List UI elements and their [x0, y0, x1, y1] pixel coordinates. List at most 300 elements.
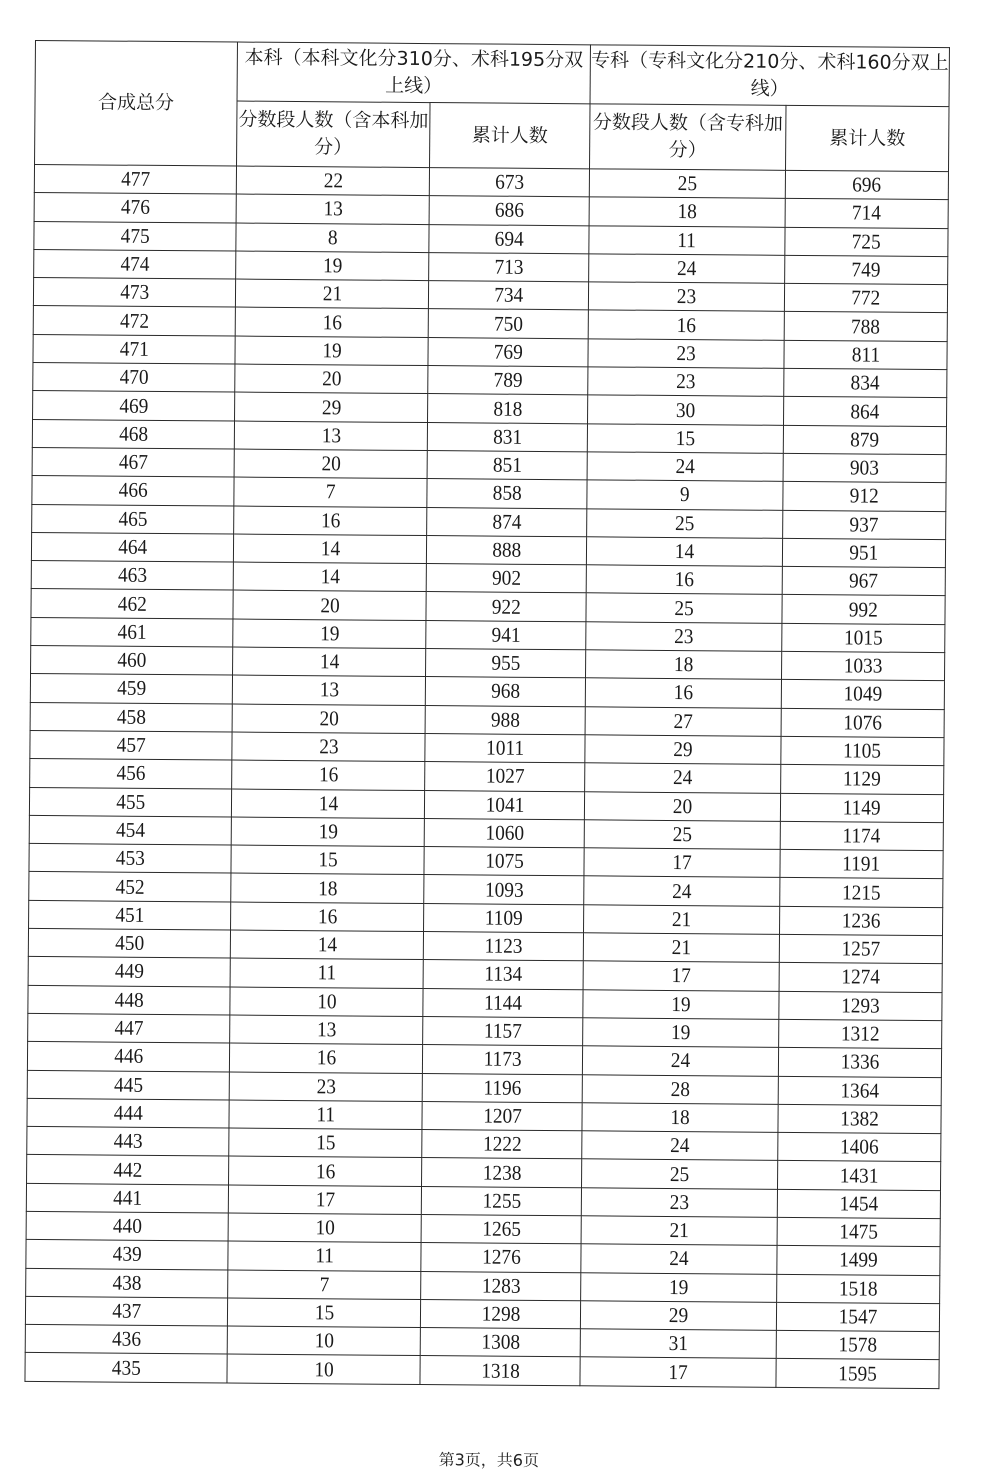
cell-value: 1196 [483, 1075, 522, 1100]
cell-value: 1123 [484, 933, 523, 958]
cell-college-cumulative [782, 567, 945, 597]
cell-value: 9 [680, 482, 690, 507]
cell-value: 951 [849, 540, 879, 565]
cell-total-score [25, 1325, 227, 1355]
cell-college-count [582, 1046, 778, 1076]
cell-college-cumulative [781, 680, 944, 710]
cell-value: 24 [669, 1246, 689, 1271]
cell-college-cumulative [785, 227, 948, 257]
cell-total-score [32, 504, 234, 534]
cell-value: 15 [317, 847, 338, 872]
cell-total-score [30, 702, 232, 732]
cell-value: 1157 [483, 1018, 522, 1043]
cell-college-count [585, 735, 781, 765]
cell-college-cumulative [783, 453, 946, 483]
cell-undergrad-count [233, 647, 426, 677]
cell-undergrad-count [227, 1326, 420, 1356]
cell-value: 29 [668, 1302, 689, 1328]
cell-value: 19 [321, 338, 342, 363]
cell-value: 463 [117, 562, 147, 588]
cell-college-count [580, 1301, 776, 1331]
cell-value: 902 [491, 565, 521, 591]
cell-total-score [31, 645, 233, 675]
cell-value: 438 [112, 1270, 142, 1295]
cell-undergrad-cumulative [422, 1045, 582, 1075]
cell-total-score [29, 787, 231, 817]
cell-value: 1015 [843, 625, 883, 650]
cell-total-score [32, 476, 234, 506]
cell-value: 25 [677, 171, 698, 196]
cell-college-cumulative [778, 1104, 941, 1134]
cell-value: 14 [674, 539, 695, 564]
cell-value: 1312 [840, 1021, 880, 1046]
cell-college-count [584, 905, 780, 935]
cell-undergrad-count [229, 1128, 422, 1158]
cell-college-cumulative [778, 1132, 941, 1162]
cell-value: 14 [318, 790, 338, 816]
cell-value: 1265 [481, 1216, 521, 1241]
cell-value: 879 [850, 427, 880, 452]
cell-value: 1129 [843, 766, 882, 792]
cell-value: 851 [492, 452, 522, 477]
cell-value: 811 [851, 342, 880, 367]
cell-total-score [34, 164, 236, 194]
cell-value: 30 [675, 397, 696, 422]
cell-undergrad-cumulative [426, 649, 586, 679]
cell-college-cumulative [785, 199, 948, 229]
cell-college-cumulative [781, 736, 944, 766]
cell-college-cumulative [784, 340, 947, 370]
cell-value: 1049 [843, 681, 883, 707]
cell-college-cumulative [778, 1048, 941, 1078]
cell-value: 1207 [482, 1103, 522, 1128]
cell-value: 465 [118, 506, 148, 531]
cell-value: 11 [677, 227, 697, 252]
cell-value: 1336 [840, 1049, 880, 1074]
cell-undergrad-cumulative [422, 1130, 582, 1160]
cell-total-score [31, 532, 233, 562]
cell-value: 16 [676, 312, 697, 337]
cell-value: 450 [114, 930, 144, 955]
cell-value: 1191 [842, 851, 881, 876]
cell-value: 1255 [481, 1188, 521, 1213]
cell-college-count [588, 310, 784, 340]
cell-value: 834 [850, 370, 880, 395]
cell-value: 955 [491, 650, 521, 675]
cell-value: 473 [119, 279, 150, 305]
cell-college-cumulative [776, 1330, 939, 1360]
cell-college-count [582, 1074, 778, 1104]
cell-value: 20 [318, 705, 339, 731]
cell-value: 469 [119, 393, 149, 418]
cell-college-cumulative [780, 793, 943, 823]
cell-undergrad-cumulative [422, 1158, 582, 1188]
cell-value: 17 [671, 963, 691, 988]
page-indicator: 第3页，共6页 [438, 1450, 540, 1470]
cell-value: 1578 [838, 1332, 878, 1357]
cell-undergrad-cumulative [427, 451, 587, 481]
cell-value: 462 [117, 591, 147, 616]
cell-college-count [588, 282, 784, 312]
cell-total-score [34, 193, 236, 223]
cell-value: 464 [117, 534, 148, 559]
cell-value: 788 [851, 314, 881, 339]
cell-value: 466 [118, 478, 148, 503]
cell-value: 16 [315, 1158, 335, 1183]
cell-undergrad-cumulative [420, 1356, 580, 1386]
cell-college-count [583, 961, 779, 991]
cell-college-count [586, 537, 782, 567]
cell-value: 1134 [484, 961, 523, 987]
cell-undergrad-cumulative [429, 196, 589, 226]
cell-value: 23 [676, 284, 697, 309]
cell-value: 28 [670, 1076, 691, 1101]
cell-value: 992 [848, 596, 879, 622]
cell-value: 1149 [842, 795, 882, 820]
cell-value: 458 [116, 704, 146, 729]
cell-value: 922 [491, 594, 521, 619]
cell-college-count [581, 1187, 777, 1217]
cell-undergrad-count [234, 477, 427, 507]
cell-undergrad-cumulative [425, 733, 585, 763]
cell-undergrad-count [235, 392, 428, 422]
cell-undergrad-count [228, 1241, 421, 1271]
cell-undergrad-count [230, 1015, 423, 1045]
cell-value: 17 [672, 850, 692, 875]
cell-value: 451 [115, 902, 145, 927]
cell-undergrad-cumulative [427, 422, 587, 452]
cell-undergrad-count [230, 987, 423, 1017]
cell-value: 11 [315, 1243, 334, 1268]
cell-college-count [586, 593, 782, 623]
cell-undergrad-cumulative [424, 847, 584, 877]
cell-undergrad-cumulative [422, 1073, 582, 1103]
cell-value: 16 [320, 507, 340, 533]
cell-total-score [33, 278, 235, 308]
cell-value: 818 [493, 396, 523, 421]
cell-value: 23 [676, 369, 696, 394]
cell-college-count [584, 820, 780, 850]
cell-value: 477 [120, 166, 150, 192]
cell-value: 10 [314, 1328, 334, 1353]
cell-value: 1105 [843, 738, 882, 763]
cell-college-cumulative [782, 623, 945, 653]
cell-value: 436 [111, 1326, 141, 1352]
cell-value: 673 [494, 169, 524, 194]
cell-value: 475 [120, 223, 150, 248]
cell-value: 831 [492, 424, 522, 449]
cell-value: 25 [669, 1161, 690, 1186]
cell-undergrad-cumulative [427, 479, 587, 509]
cell-college-count [585, 706, 781, 736]
cell-college-cumulative [784, 368, 947, 398]
cell-undergrad-count [231, 817, 424, 847]
cell-total-score [25, 1353, 227, 1383]
cell-value: 1276 [481, 1244, 521, 1270]
cell-college-count [589, 254, 785, 284]
cell-value: 15 [675, 425, 696, 450]
cell-undergrad-count [236, 223, 429, 253]
cell-undergrad-cumulative [423, 932, 583, 962]
cell-college-cumulative [782, 595, 945, 625]
cell-value: 988 [490, 707, 520, 732]
cell-undergrad-count [233, 590, 426, 620]
cell-value: 734 [493, 282, 524, 308]
cell-value: 27 [673, 708, 693, 733]
cell-value: 1060 [484, 820, 524, 845]
cell-undergrad-cumulative [428, 394, 588, 424]
cell-value: 440 [112, 1213, 142, 1238]
cell-total-score [30, 759, 232, 789]
cell-value: 457 [116, 732, 146, 757]
cell-value: 20 [321, 366, 342, 391]
cell-total-score [30, 674, 232, 704]
cell-value: 14 [319, 649, 339, 674]
cell-value: 11 [316, 1102, 335, 1127]
cell-value: 447 [114, 1015, 144, 1040]
cell-value: 19 [322, 253, 342, 278]
cell-value: 1454 [839, 1191, 879, 1216]
cell-value: 16 [674, 567, 695, 592]
cell-value: 696 [852, 172, 882, 197]
cell-undergrad-cumulative [426, 564, 586, 594]
cell-value: 1011 [485, 735, 525, 760]
cell-college-cumulative [776, 1302, 939, 1332]
cell-value: 1222 [482, 1131, 522, 1157]
cell-value: 14 [320, 564, 340, 589]
cell-value: 967 [849, 568, 879, 593]
cell-total-score [33, 363, 235, 393]
cell-undergrad-cumulative [421, 1186, 581, 1216]
cell-total-score [30, 730, 232, 760]
cell-value: 20 [319, 592, 340, 617]
cell-college-cumulative [777, 1274, 940, 1304]
cell-value: 19 [668, 1274, 689, 1299]
cell-total-score [29, 844, 231, 874]
cell-undergrad-count [231, 845, 424, 875]
cell-value: 912 [849, 483, 880, 509]
cell-value: 1174 [842, 823, 881, 848]
cell-undergrad-cumulative [423, 988, 583, 1018]
cell-undergrad-count [232, 732, 425, 762]
cell-undergrad-count [229, 1043, 422, 1073]
cell-value: 441 [112, 1185, 142, 1210]
cell-value: 24 [672, 765, 693, 790]
cell-value: 448 [114, 987, 144, 1012]
cell-college-count [587, 480, 783, 510]
cell-value: 24 [675, 454, 695, 479]
cell-value: 23 [318, 734, 339, 759]
cell-value: 14 [320, 536, 340, 561]
cell-value: 25 [674, 595, 694, 620]
cell-undergrad-count [235, 279, 428, 309]
cell-college-cumulative [779, 963, 942, 993]
cell-total-score [29, 900, 231, 930]
cell-college-cumulative [781, 765, 944, 795]
cell-value: 471 [119, 336, 149, 361]
cell-undergrad-count [227, 1298, 420, 1328]
cell-undergrad-count [236, 194, 429, 224]
cell-college-cumulative [784, 284, 947, 314]
cell-value: 1076 [843, 710, 883, 735]
cell-value: 435 [111, 1355, 141, 1380]
cell-undergrad-cumulative [426, 620, 586, 650]
cell-value: 24 [676, 256, 697, 281]
cell-value: 470 [119, 364, 149, 390]
cell-value: 22 [323, 168, 343, 193]
cell-undergrad-count [234, 449, 427, 479]
cell-college-count [582, 1159, 778, 1189]
cell-value: 858 [492, 480, 522, 506]
cell-undergrad-cumulative [425, 762, 585, 792]
cell-value: 13 [321, 423, 341, 448]
cell-value: 1595 [838, 1360, 877, 1386]
cell-value: 476 [120, 195, 150, 220]
cell-undergrad-count [236, 251, 429, 281]
cell-value: 1173 [483, 1046, 522, 1072]
cell-college-count [585, 763, 781, 793]
cell-college-count [587, 508, 783, 538]
cell-college-cumulative [778, 1076, 941, 1106]
cell-total-score [26, 1183, 228, 1213]
cell-undergrad-count [235, 308, 428, 338]
cell-value: 1308 [480, 1329, 520, 1355]
cell-value: 16 [316, 1045, 336, 1070]
cell-value: 461 [117, 619, 147, 644]
cell-college-count [588, 339, 784, 369]
cell-value: 1075 [484, 848, 524, 874]
cell-value: 1109 [484, 905, 523, 930]
cell-value: 1293 [841, 993, 880, 1018]
cell-undergrad-count [233, 534, 426, 564]
cell-value: 1236 [841, 908, 881, 933]
cell-value: 18 [670, 1104, 690, 1130]
cell-value: 20 [672, 793, 693, 818]
cell-undergrad-count [229, 1156, 422, 1186]
cell-value: 789 [493, 367, 523, 393]
cell-value: 460 [117, 647, 147, 673]
cell-value: 13 [319, 677, 339, 702]
cell-value: 749 [851, 257, 881, 282]
cell-value: 20 [320, 451, 341, 476]
cell-college-count [587, 452, 783, 482]
cell-undergrad-count [233, 619, 426, 649]
cell-value: 1027 [485, 763, 525, 789]
cell-undergrad-count [228, 1213, 421, 1243]
cell-value: 888 [491, 537, 522, 562]
cell-value: 1364 [840, 1077, 880, 1103]
cell-college-cumulative [783, 510, 946, 540]
cell-value: 864 [850, 398, 880, 424]
cell-college-cumulative [783, 425, 946, 455]
cell-undergrad-cumulative [421, 1215, 581, 1245]
cell-college-cumulative [780, 906, 943, 936]
cell-total-score [32, 419, 234, 449]
cell-value: 19 [319, 621, 340, 646]
cell-value: 10 [316, 988, 337, 1014]
cell-value: 769 [493, 339, 523, 364]
cell-undergrad-cumulative [428, 366, 588, 396]
cell-college-cumulative [780, 878, 943, 908]
cell-value: 24 [672, 878, 692, 903]
cell-value: 937 [849, 512, 879, 537]
cell-undergrad-count [232, 704, 425, 734]
cell-college-count [589, 225, 785, 255]
cell-undergrad-cumulative [425, 677, 585, 707]
cell-value: 14 [317, 932, 337, 957]
cell-college-cumulative [779, 991, 942, 1021]
cell-value: 29 [673, 737, 693, 762]
cell-undergrad-cumulative [425, 705, 585, 735]
cell-value: 772 [851, 285, 881, 310]
cell-value: 446 [113, 1043, 144, 1069]
cell-total-score [27, 1127, 229, 1157]
cell-value: 1298 [481, 1301, 520, 1326]
cell-value: 23 [316, 1073, 336, 1098]
cell-college-count [584, 876, 780, 906]
cell-undergrad-count [231, 902, 424, 932]
cell-value: 1431 [839, 1162, 879, 1188]
cell-college-count [581, 1272, 777, 1302]
cell-value: 19 [318, 819, 338, 844]
cell-total-score [27, 1098, 229, 1128]
cell-value: 443 [113, 1128, 143, 1154]
cell-value: 1238 [482, 1160, 522, 1185]
cell-undergrad-cumulative [428, 309, 588, 339]
cell-college-count [589, 169, 785, 199]
cell-value: 16 [318, 762, 338, 787]
cell-college-count [580, 1357, 776, 1387]
cell-value: 456 [116, 760, 146, 786]
cell-total-score [27, 1042, 229, 1072]
cell-undergrad-cumulative [423, 1016, 583, 1046]
cell-total-score [26, 1268, 228, 1298]
cell-value: 16 [322, 309, 342, 335]
cell-college-count [586, 565, 782, 595]
cell-college-count [581, 1244, 777, 1274]
cell-college-count [589, 197, 785, 227]
cell-value: 1518 [838, 1276, 878, 1301]
cell-undergrad-cumulative [422, 1101, 582, 1131]
cell-undergrad-cumulative [424, 875, 584, 905]
cell-undergrad-cumulative [421, 1271, 581, 1301]
cell-value: 453 [115, 845, 145, 871]
cell-value: 1093 [484, 877, 524, 902]
cell-undergrad-count [235, 336, 428, 366]
cell-undergrad-cumulative [424, 903, 584, 933]
cell-value: 442 [113, 1157, 143, 1182]
cell-value: 7 [325, 479, 336, 504]
cell-value: 968 [490, 679, 520, 704]
cell-value: 15 [314, 1300, 334, 1325]
cell-total-score [28, 985, 230, 1015]
cell-value: 452 [115, 874, 145, 899]
cell-total-score [25, 1296, 227, 1326]
score-distribution-table [24, 40, 950, 1389]
cell-college-count [588, 367, 784, 397]
cell-undergrad-cumulative [429, 252, 589, 282]
cell-value: 18 [673, 652, 694, 677]
cell-value: 467 [118, 449, 148, 474]
cell-college-count [583, 933, 779, 963]
cell-college-cumulative [777, 1189, 940, 1219]
cell-undergrad-count [232, 675, 425, 705]
cell-total-score [26, 1211, 228, 1241]
cell-value: 8 [327, 224, 338, 250]
cell-value: 19 [670, 1020, 691, 1045]
cell-college-count [582, 1103, 778, 1133]
cell-total-score [26, 1240, 228, 1270]
